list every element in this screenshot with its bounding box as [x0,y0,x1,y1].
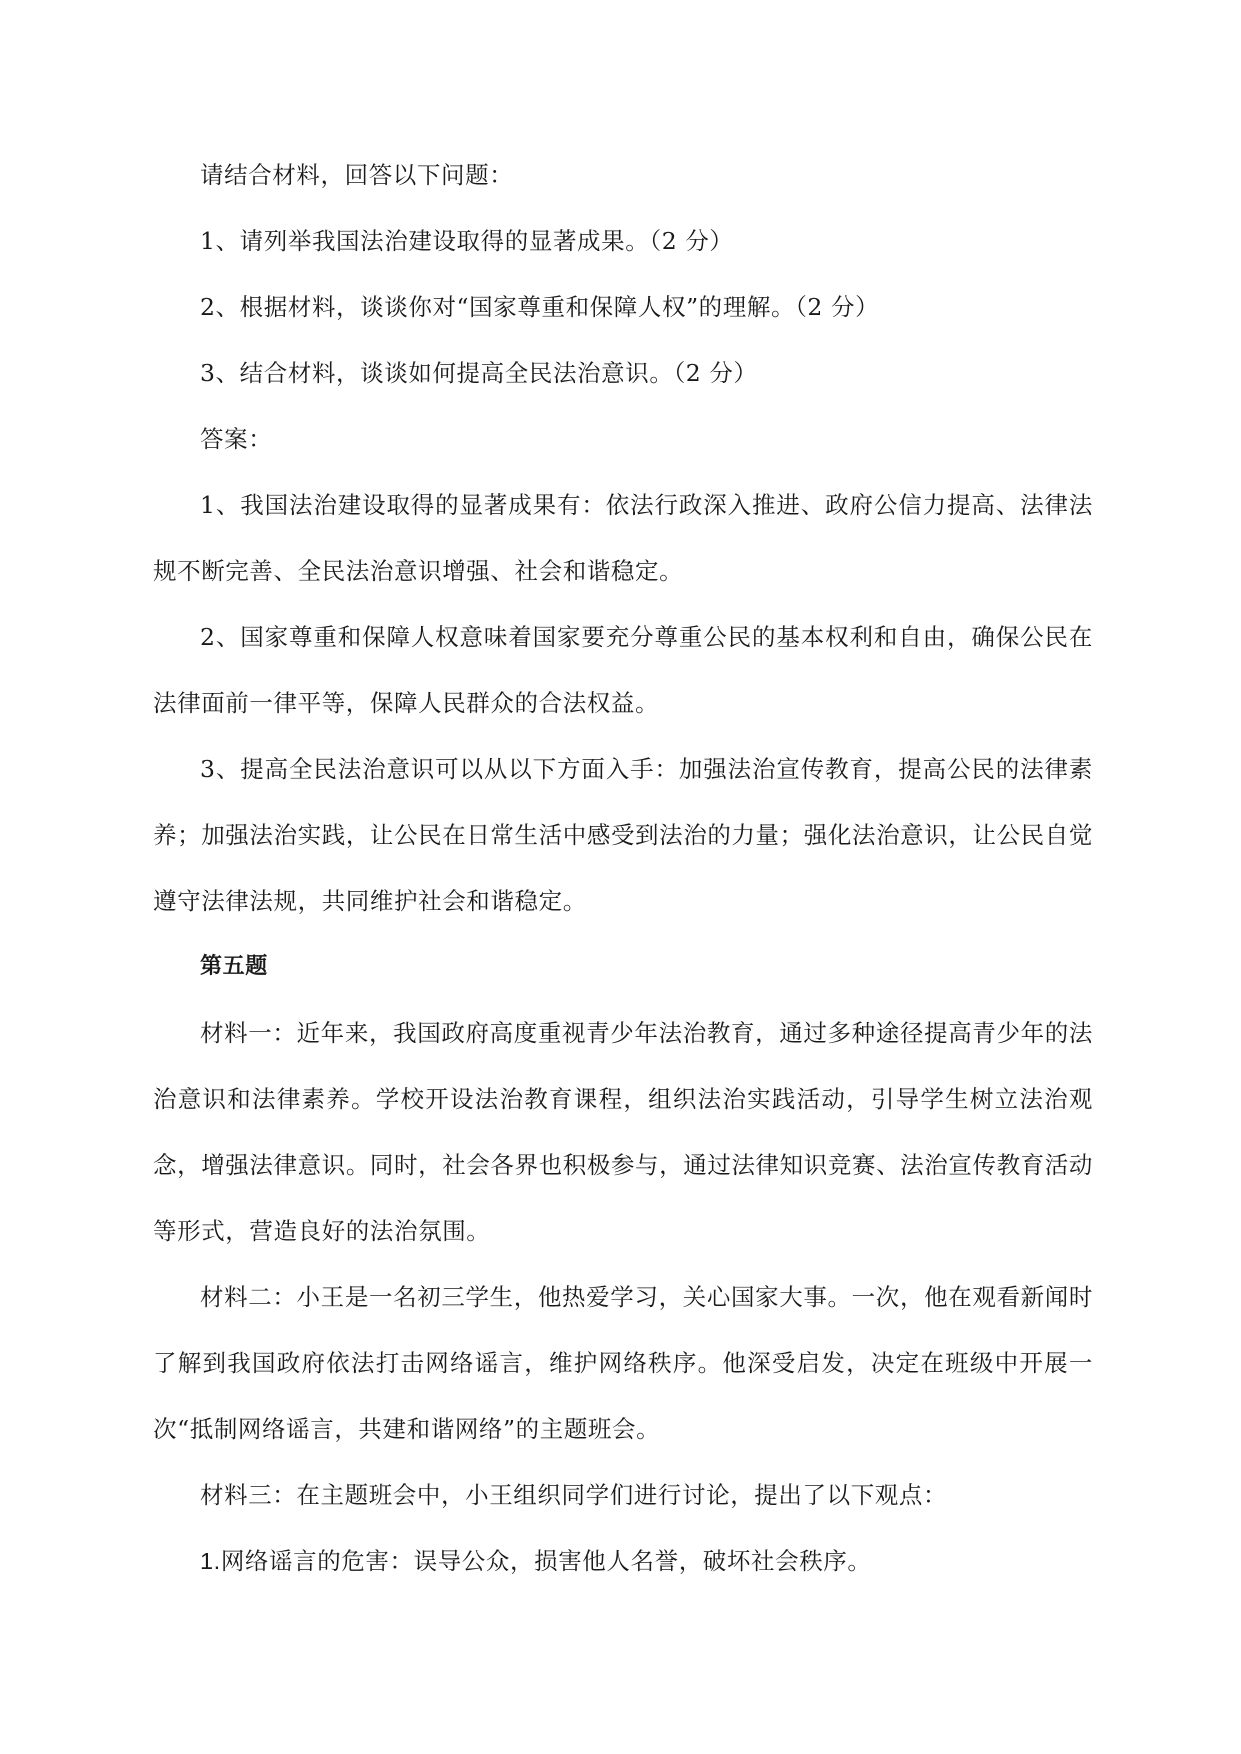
material-2: 材料二：小王是一名初三学生，他热爱学习，关心国家大事。一次，他在观看新闻时了解到我国政府依法打击网络谣言，维护网络秩序。他深受启发，决定在班级中开展一次“抵制网络谣言，共建和谐网络”的主题班会。 [153,1283,1093,1443]
document-body [153,142,1093,1594]
answer-1: 1、我国法治建设取得的显著成果有：依法行政深入推进、政府公信力提高、法律法规不断完善、全民法治意识增强、社会和谐稳定。 [153,491,1093,585]
answer-label: 答案： [200,425,273,453]
question-3: 3、结合材料，谈谈如何提高全民法治意识。（2 分） [200,359,758,387]
point-1-number: 1. [200,1548,221,1574]
point-1 [153,1528,1093,1594]
answer-2: 2、国家尊重和保障人权意味着国家要充分尊重公民的基本权利和自由，确保公民在法律面前一律平等，保障人民群众的合法权益。 [153,623,1093,717]
question-2: 2、根据材料，谈谈你对“国家尊重和保障人权”的理解。（2 分） [200,293,880,321]
material-3: 材料三：在主题班会中，小王组织同学们进行讨论，提出了以下观点： [200,1481,948,1509]
question-1: 1、请列举我国法治建设取得的显著成果。（2 分） [200,227,734,255]
point-1-text: 网络谣言的危害：误导公众，损害他人名誉，破坏社会秩序。 [220,1547,872,1575]
material-1: 材料一：近年来，我国政府高度重视青少年法治教育，通过多种途径提高青少年的法治意识和法律素养。学校开设法治教育课程，组织法治实践活动，引导学生树立法治观念，增强法律意识。同时，社会各界也积极参与，通过法律知识竞赛、法治宣传教育活动等形式，营造良好的法治氛围。 [153,1019,1093,1245]
section-title: 第五题 [200,954,268,979]
answer-3: 3、提高全民法治意识可以从以下方面入手：加强法治宣传教育，提高公民的法律素养；加强法治实践，让公民在日常生活中感受到法治的力量；强化法治意识，让公民自觉遵守法律法规，共同维护社会和谐稳定。 [153,755,1093,915]
question-prompt: 请结合材料，回答以下问题： [200,161,514,189]
